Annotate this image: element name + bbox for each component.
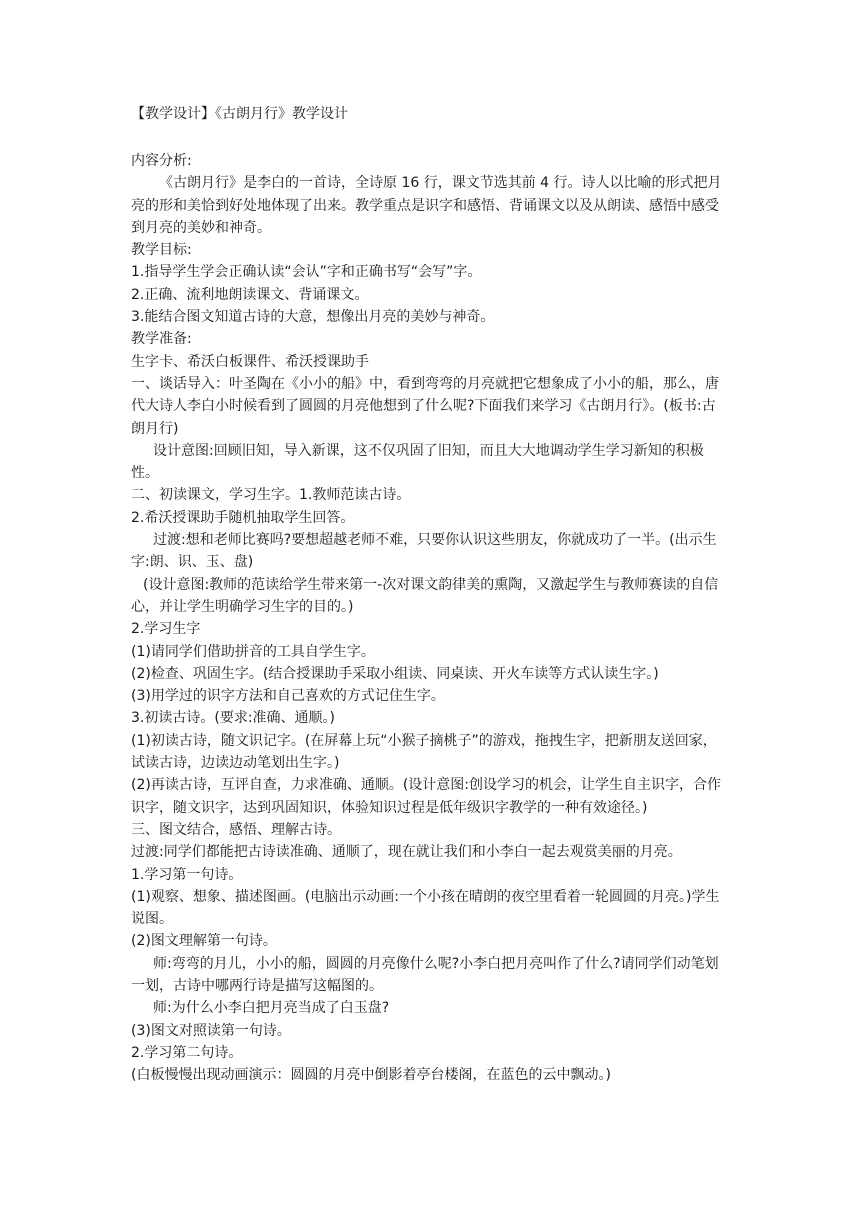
list-item: (3)用学过的识字方法和自己喜欢的方式记住生字。	[131, 688, 445, 705]
list-item: (2)图文理解第一句诗。	[131, 933, 277, 950]
section-heading: 内容分析:	[131, 153, 192, 169]
list-item: (1)初读古诗，随文识记字。(在屏幕上玩“小猴子摘桃子”的游戏，拖拽生字，把新朋友送回家，试读古诗，边读边动笔划出生字。)	[131, 732, 717, 772]
section-heading: 教学准备:	[131, 331, 192, 348]
list-item: (3)图文对照读第一句诗。	[131, 1022, 291, 1039]
list-item: 2.希沃授课助手随机抽取学生回答。	[131, 509, 355, 526]
list-item: 3.初读古诗。(要求:准确、通顺。)	[131, 710, 335, 727]
paragraph: 设计意图:回顾旧知，导入新课，这不仅巩固了旧知，而且大大地调动学生学习新知的积极性。	[131, 442, 704, 482]
paragraph: 生字卡、希沃白板课件、希沃授课助手	[131, 353, 369, 370]
list-item: (1)观察、想象、描述图画。(电脑出示动画:一个小孩在晴朗的夜空里看着一轮圆圆的月亮。)学生说图。	[131, 888, 720, 928]
paragraph: 过渡:同学们都能把古诗读准确、通顺了，现在就让我们和小李白一起去观赏美丽的月亮。	[131, 844, 682, 861]
document-title: 【教学设计】《古朗月行》教学设计	[131, 106, 348, 122]
list-item: 2.学习第二句诗。	[131, 1044, 243, 1061]
paragraph: (白板慢慢出现动画演示：圆圆的月亮中倒影着亭台楼阁，在蓝色的云中飘动。)	[131, 1067, 611, 1084]
paragraph: 《古朗月行》是李白的一首诗，全诗原 16 行，课文节选其前 4 行。诗人以比喻的形式把月亮的形和美恰到好处地体现了出来。教学重点是识字和感悟、背诵课文以及从朗读、感悟中感受到月亮的美妙和神奇。	[131, 175, 722, 236]
list-item: (2)再读古诗，互评自查，力求准确、通顺。(设计意图:创设学习的机会，让学生自主识字，合作识字，随文识字，达到巩固知识，体验知识过程是低年级识字教学的一种有效途径。)	[131, 777, 722, 816]
section-heading: 三、图文结合，感悟、理解古诗。	[131, 821, 341, 838]
list-item: 2.学习生字	[131, 621, 201, 638]
paragraph: 师:为什么小李白把月亮当成了白玉盘?	[153, 1000, 390, 1017]
list-item: 2.正确、流利地朗读课文、背诵课文。	[131, 286, 369, 303]
paragraph: (设计意图:教师的范读给学生带来第一-次对课文韵律美的熏陶，又激起学生与教师赛读的自信心，并让学生明确学习生字的目的。)	[131, 576, 719, 615]
list-item: (1)请同学们借助拼音的工具自学生字。	[131, 643, 375, 660]
document-body	[131, 150, 729, 1086]
paragraph: 二、初读课文，学习生字。1.教师范读古诗。	[131, 487, 411, 504]
section-heading: 教学目标:	[131, 242, 192, 259]
list-item: 1.指导学生学会正确认读“会认”字和正确书写“会写”字。	[131, 264, 482, 281]
paragraph: 过渡:想和老师比赛吗?要想超越老师不难，只要你认识这些朋友，你就成功了一半。(出示生字:朗、识、玉、盘)	[131, 532, 717, 571]
paragraph: 师:弯弯的月儿，小小的船，圆圆的月亮像什么呢?小李白把月亮叫作了什么?请同学们动笔划一划，古诗中哪两行诗是描写这幅图的。	[131, 955, 719, 994]
list-item: 3.能结合图文知道古诗的大意，想像出月亮的美妙与神奇。	[131, 309, 495, 326]
paragraph: 一、谈话导入：叶圣陶在《小小的船》中，看到弯弯的月亮就把它想象成了小小的船，那么，唐代大诗人李白小时候看到了圆圆的月亮他想到了什么呢?下面我们来学习《古朗月行》。(板书:古朗月行)	[131, 375, 719, 437]
list-item: (2)检查、巩固生字。(结合授课助手采取小组读、同桌读、开火车读等方式认读生字。)	[131, 665, 659, 682]
list-item: 1.学习第一句诗。	[131, 866, 243, 883]
